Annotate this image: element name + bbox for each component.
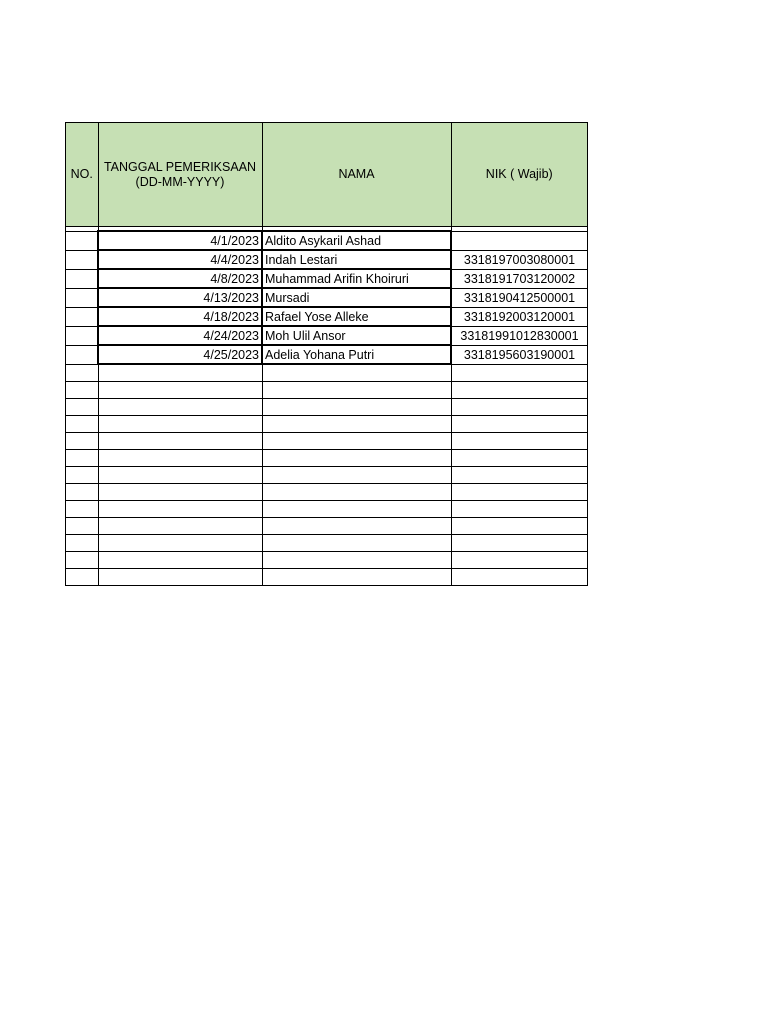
empty-cell[interactable]: [262, 501, 451, 518]
empty-cell[interactable]: [66, 552, 99, 569]
empty-cell[interactable]: [98, 501, 262, 518]
table-row: [66, 307, 588, 326]
table-row: [66, 231, 588, 250]
table-body: [66, 227, 588, 586]
empty-cell[interactable]: [451, 552, 588, 569]
empty-cell[interactable]: [262, 382, 451, 399]
cell-nik[interactable]: 3318192003120001: [451, 307, 588, 326]
empty-row: [66, 416, 588, 433]
cell-nik[interactable]: 3318191703120002: [451, 269, 588, 288]
cell-name[interactable]: Rafael Yose Alleke: [262, 307, 451, 326]
empty-cell[interactable]: [98, 569, 262, 586]
empty-row: [66, 501, 588, 518]
empty-cell[interactable]: [451, 535, 588, 552]
cell-name[interactable]: Mursadi: [262, 288, 451, 307]
empty-cell[interactable]: [98, 433, 262, 450]
empty-cell[interactable]: [66, 484, 99, 501]
cell-nik[interactable]: [451, 231, 588, 250]
empty-cell[interactable]: [98, 535, 262, 552]
cell-date[interactable]: 4/1/2023: [98, 231, 262, 250]
empty-cell[interactable]: [66, 501, 99, 518]
empty-cell[interactable]: [451, 518, 588, 535]
empty-row: [66, 450, 588, 467]
empty-cell[interactable]: [98, 450, 262, 467]
empty-cell[interactable]: [66, 433, 99, 450]
empty-row: [66, 535, 588, 552]
empty-cell[interactable]: [66, 399, 99, 416]
cell-no[interactable]: [66, 345, 99, 364]
empty-cell[interactable]: [451, 484, 588, 501]
cell-no[interactable]: [66, 288, 99, 307]
empty-cell[interactable]: [262, 535, 451, 552]
empty-cell[interactable]: [66, 364, 99, 382]
empty-cell[interactable]: [262, 450, 451, 467]
cell-name[interactable]: Muhammad Arifin Khoiruri: [262, 269, 451, 288]
cell-no[interactable]: [66, 231, 99, 250]
cell-name[interactable]: Aldito Asykaril Ashad: [262, 231, 451, 250]
cell-date[interactable]: 4/18/2023: [98, 307, 262, 326]
empty-cell[interactable]: [262, 433, 451, 450]
table-row: [66, 326, 588, 345]
table-row: [66, 345, 588, 364]
empty-cell[interactable]: [66, 518, 99, 535]
empty-row: [66, 399, 588, 416]
empty-cell[interactable]: [98, 416, 262, 433]
empty-cell[interactable]: [451, 399, 588, 416]
header-no[interactable]: NO.: [66, 123, 99, 227]
empty-cell[interactable]: [451, 467, 588, 484]
empty-cell[interactable]: [98, 467, 262, 484]
empty-row: [66, 433, 588, 450]
empty-row: [66, 364, 588, 382]
empty-cell[interactable]: [66, 450, 99, 467]
table-row: [66, 250, 588, 269]
empty-row: [66, 569, 588, 586]
cell-no[interactable]: [66, 269, 99, 288]
empty-cell[interactable]: [262, 364, 451, 382]
table-row: [66, 269, 588, 288]
header-date[interactable]: [98, 123, 262, 227]
cell-date[interactable]: 4/4/2023: [98, 250, 262, 269]
cell-nik[interactable]: 3318190412500001: [451, 288, 588, 307]
cell-date[interactable]: 4/13/2023: [98, 288, 262, 307]
header-name[interactable]: NAMA: [262, 123, 451, 227]
empty-row: [66, 552, 588, 569]
cell-date[interactable]: 4/24/2023: [98, 326, 262, 345]
data-table: [65, 122, 588, 586]
header-date-line2: (DD-MM-YYYY): [135, 174, 225, 189]
empty-cell[interactable]: [98, 364, 262, 382]
cell-name[interactable]: Indah Lestari: [262, 250, 451, 269]
empty-cell[interactable]: [451, 450, 588, 467]
cell-nik[interactable]: 33181991012830001: [451, 326, 588, 345]
empty-row: [66, 382, 588, 399]
empty-cell[interactable]: [262, 416, 451, 433]
cell-name[interactable]: Adelia Yohana Putri: [262, 345, 451, 364]
cell-no[interactable]: [66, 250, 99, 269]
empty-row: [66, 484, 588, 501]
empty-cell[interactable]: [262, 518, 451, 535]
cell-no[interactable]: [66, 326, 99, 345]
empty-cell[interactable]: [451, 569, 588, 586]
cell-nik[interactable]: 3318197003080001: [451, 250, 588, 269]
header-date-line1: TANGGAL PEMERIKSAAN: [103, 159, 257, 174]
table-row: [66, 288, 588, 307]
empty-cell[interactable]: [66, 382, 99, 399]
cell-date[interactable]: 4/25/2023: [98, 345, 262, 364]
empty-cell[interactable]: [262, 484, 451, 501]
empty-cell[interactable]: [451, 433, 588, 450]
cell-no[interactable]: [66, 307, 99, 326]
empty-cell[interactable]: [262, 467, 451, 484]
empty-cell[interactable]: [451, 501, 588, 518]
cell-date[interactable]: 4/8/2023: [98, 269, 262, 288]
cell-nik[interactable]: 3318195603190001: [451, 345, 588, 364]
empty-row: [66, 467, 588, 484]
empty-cell[interactable]: [98, 382, 262, 399]
empty-cell[interactable]: [451, 364, 588, 382]
empty-cell[interactable]: [451, 416, 588, 433]
header-nik[interactable]: NIK ( Wajib): [451, 123, 588, 227]
empty-cell[interactable]: [98, 552, 262, 569]
empty-cell[interactable]: [66, 569, 99, 586]
empty-cell[interactable]: [66, 467, 99, 484]
empty-cell[interactable]: [451, 382, 588, 399]
empty-cell[interactable]: [98, 484, 262, 501]
empty-cell[interactable]: [66, 416, 99, 433]
empty-cell[interactable]: [262, 399, 451, 416]
empty-cell[interactable]: [98, 518, 262, 535]
cell-name[interactable]: Moh Ulil Ansor: [262, 326, 451, 345]
empty-cell[interactable]: [66, 535, 99, 552]
empty-cell[interactable]: [262, 552, 451, 569]
table-header: [66, 123, 588, 227]
empty-cell[interactable]: [98, 399, 262, 416]
empty-row: [66, 518, 588, 535]
header-row: [66, 123, 588, 227]
empty-cell[interactable]: [262, 569, 451, 586]
